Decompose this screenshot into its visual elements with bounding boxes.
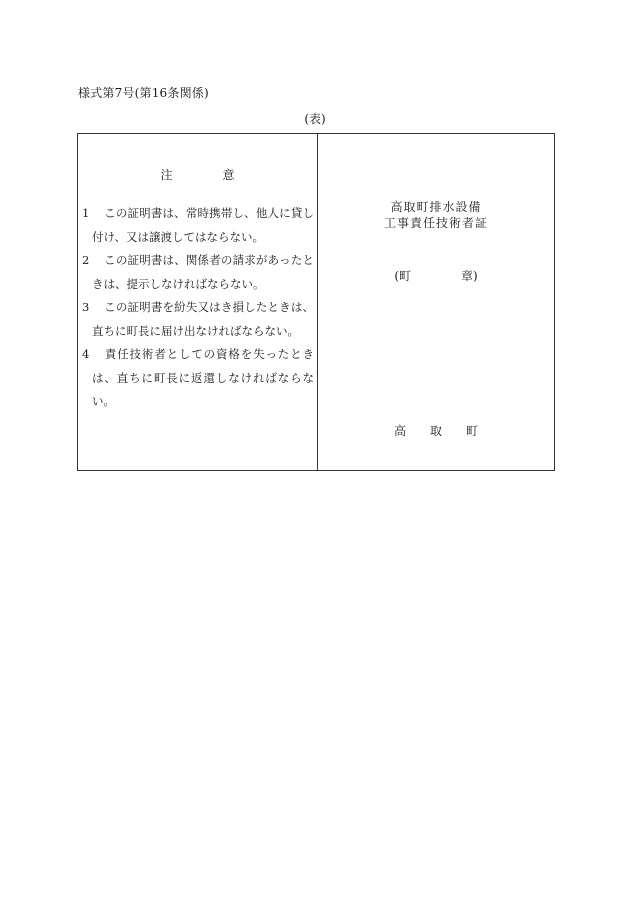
issuer-name: [318, 422, 554, 439]
issuer-char: 高: [393, 424, 406, 438]
issuer-char: 町: [466, 424, 479, 438]
notes-list: [82, 202, 314, 414]
certificate-title: [318, 199, 554, 231]
note-number: 2: [82, 253, 90, 267]
note-text: この証明書は、関係者の請求があったときは、提示しなければならない。: [92, 253, 314, 291]
issuer-char: 取: [429, 424, 442, 438]
side-label: (表): [304, 112, 326, 126]
note-item: [82, 249, 314, 296]
certificate-panel: [318, 134, 554, 470]
notes-title-char: 注: [160, 168, 173, 182]
note-text: 責任技術者としての資格を失ったときは、直ちに町長に返還しなければならない。: [92, 347, 314, 408]
note-text: この証明書は、常時携帯し、他人に貸し付け、又は譲渡してはならない。: [92, 206, 314, 244]
notes-title: [78, 166, 317, 183]
certificate-card: [77, 133, 555, 471]
note-item: [82, 343, 314, 414]
notes-title-char: 意: [222, 168, 235, 182]
seal-open: (町: [394, 269, 411, 283]
notes-panel: [78, 134, 318, 470]
certificate-title-line2: 工事責任技術者証: [383, 216, 488, 230]
certificate-title-line1: 高取町排水設備: [390, 200, 482, 214]
note-item: [82, 296, 314, 343]
note-number: 4: [82, 347, 90, 361]
seal-close: 章): [461, 269, 478, 283]
form-number: 様式第7号(第16条関係): [78, 86, 209, 100]
note-number: 3: [82, 300, 90, 314]
town-seal-placeholder: [318, 267, 554, 284]
note-item: [82, 202, 314, 249]
note-number: 1: [82, 206, 90, 220]
note-text: この証明書を紛失又はき損したときは、直ちに町長に届け出なければならない。: [92, 300, 314, 338]
